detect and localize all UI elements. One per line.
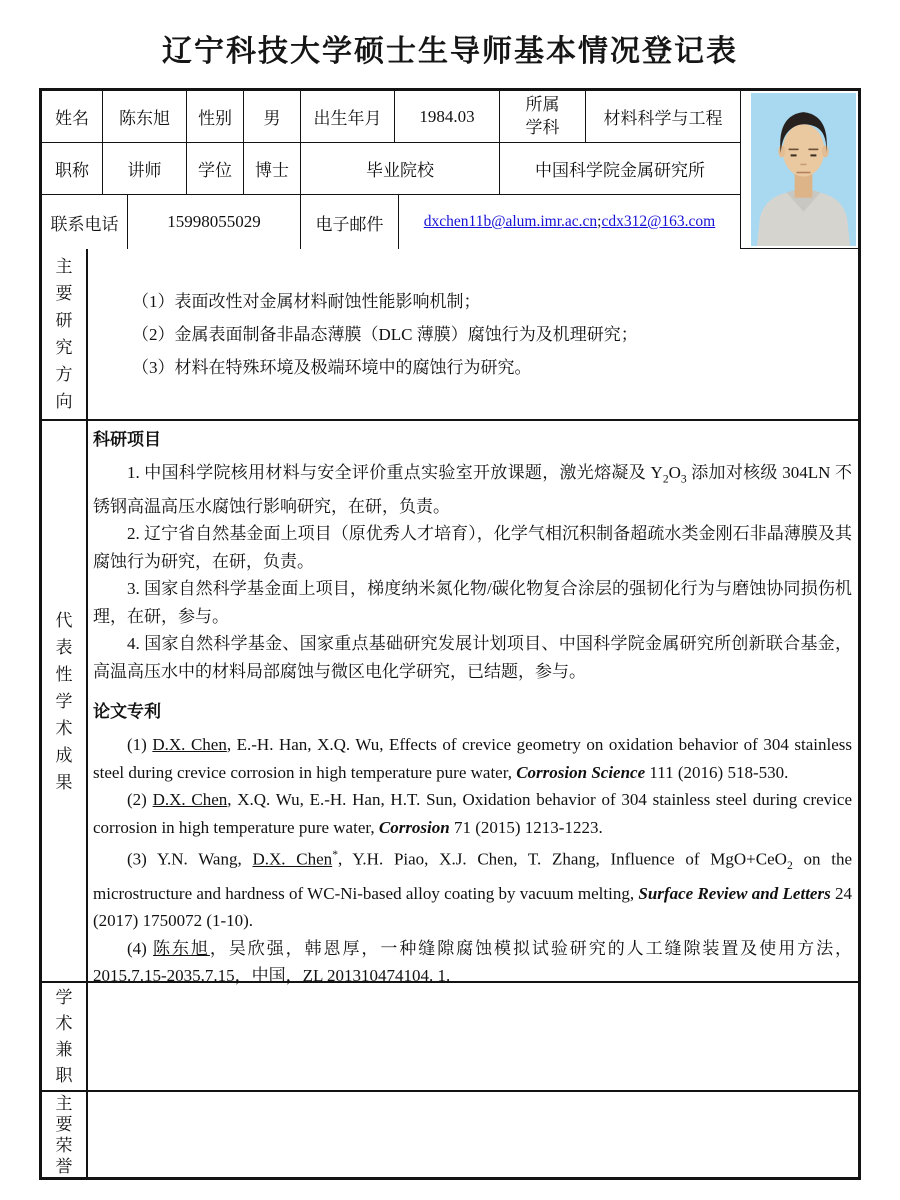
section-honors: [42, 1092, 858, 1177]
gender-label: 性别: [187, 91, 244, 142]
research-item: （1）表面改性对金属材料耐蚀性能影响机制；: [132, 291, 481, 311]
id-photo: [741, 91, 858, 249]
paper-item: (3) Y.N. Wang, D.X. Chen*, Y.H. Piao, X.J. Chen, T. Zhang, Influence of MgO+CeO$_2$ on the microstructure and hardness of WC-Ni-based alloy coating by vacuum melting, Surface Review and Letters 24 (2017) 1750072 (1-10).: [93, 848, 852, 931]
school-label: 毕业院校: [301, 143, 500, 194]
honors-label: 主 要 荣 誉: [42, 1092, 88, 1177]
research-item: （3）材料在特殊环境及极端环境中的腐蚀行为研究。: [132, 357, 532, 377]
row-contact: [42, 195, 741, 249]
gender-value: 男: [244, 91, 301, 142]
honors-content: [88, 1092, 858, 1177]
name-value: 陈东旭: [103, 91, 187, 142]
phone-label: 联系电话: [42, 195, 128, 249]
section-positions: [42, 983, 858, 1092]
project-item: 2. 辽宁省自然基金面上项目（原优秀人才培育），化学气相沉积制备超疏水类金刚石非晶薄膜及其腐蚀行为研究，在研，负责。: [93, 524, 852, 571]
email-link-2[interactable]: cdx312@163.com: [601, 213, 716, 230]
paper-item: (4) 陈东旭，吴欣强，韩恩厚，一种缝隙腐蚀模拟试验研究的人工缝隙装置及使用方法，2015.7.15-2035.7.15，中国，ZL 201310474104. 1.: [93, 938, 853, 986]
research-content: [88, 249, 858, 419]
header-block: [42, 91, 858, 249]
degree-label: 学位: [187, 143, 244, 194]
project-item: 4. 国家自然科学基金、国家重点基础研究发展计划项目、中国科学院金属研究所创新联合基金，高温高压水中的材料局部腐蚀与微区电化学研究，已结题，参与。: [93, 634, 852, 681]
row-basic-2: [42, 143, 741, 195]
research-item: （2）金属表面制备非晶态薄膜（DLC 薄膜）腐蚀行为及机理研究；: [132, 324, 638, 344]
papers-heading: 论文专利: [93, 702, 161, 722]
school-value: 中国科学院金属研究所: [500, 143, 741, 194]
papers-list: [93, 731, 852, 990]
achievements-label: 代 表 性 学 术 成 果: [42, 421, 88, 981]
research-label: 主 要 研 究 方 向: [42, 249, 88, 419]
paper-item: (2) D.X. Chen, X.Q. Wu, E.-H. Han, H.T. Sun, Oxidation behavior of 304 stainless steel during crevice corrosion in high temperature pure water, Corrosion 71 (2015) 1213-1223.: [93, 790, 852, 837]
section-achievements: [42, 421, 858, 986]
name-label: 姓名: [42, 91, 103, 142]
page-title: 辽宁科技大学硕士生导师基本情况登记表: [162, 35, 738, 68]
achievements-content: [88, 421, 858, 986]
email-label: 电子邮件: [301, 195, 399, 249]
project-item: 1. 中国科学院核用材料与安全评价重点实验室开放课题，激光熔凝及 $Y_2O_3$ 添加对核级 304LN 不锈钢高温高压水腐蚀行影响研究，在研，负责。: [93, 463, 852, 516]
email-link-1[interactable]: dxchen11b@alum.imr.ac.cn: [423, 213, 598, 230]
birth-label: 出生年月: [301, 91, 395, 142]
email-value: [399, 195, 741, 249]
discipline-value: 材料科学与工程: [586, 91, 741, 142]
row-basic-1: [42, 91, 741, 143]
rank-label: 职称: [42, 143, 103, 194]
paper-item: (1) D.X. Chen, E.-H. Han, X.Q. Wu, Effects of crevice geometry on oxidation behavior of 304 stainless steel during crevice corrosion in high temperature pure water, Corrosion Science 111 (2016) 518-530.: [93, 735, 852, 782]
positions-content: [88, 983, 858, 1090]
phone-value: 15998055029: [128, 195, 301, 249]
positions-label: 学 术 兼 职: [42, 983, 88, 1090]
form-table: [39, 88, 861, 1180]
degree-value: 博士: [244, 143, 301, 194]
rank-value: 讲师: [103, 143, 187, 194]
project-item: 3. 国家自然科学基金面上项目，梯度纳米氮化物/碳化物复合涂层的强韧化行为与磨蚀协同损伤机理，在研，参与。: [93, 579, 852, 626]
id-photo-image: [751, 93, 856, 246]
email-separator: ;: [597, 213, 602, 230]
discipline-label: 所属学科: [500, 91, 586, 142]
section-research: [42, 249, 858, 421]
birth-value: 1984.03: [395, 91, 500, 142]
projects-heading: 科研项目: [93, 430, 161, 449]
projects-list: [93, 459, 852, 685]
